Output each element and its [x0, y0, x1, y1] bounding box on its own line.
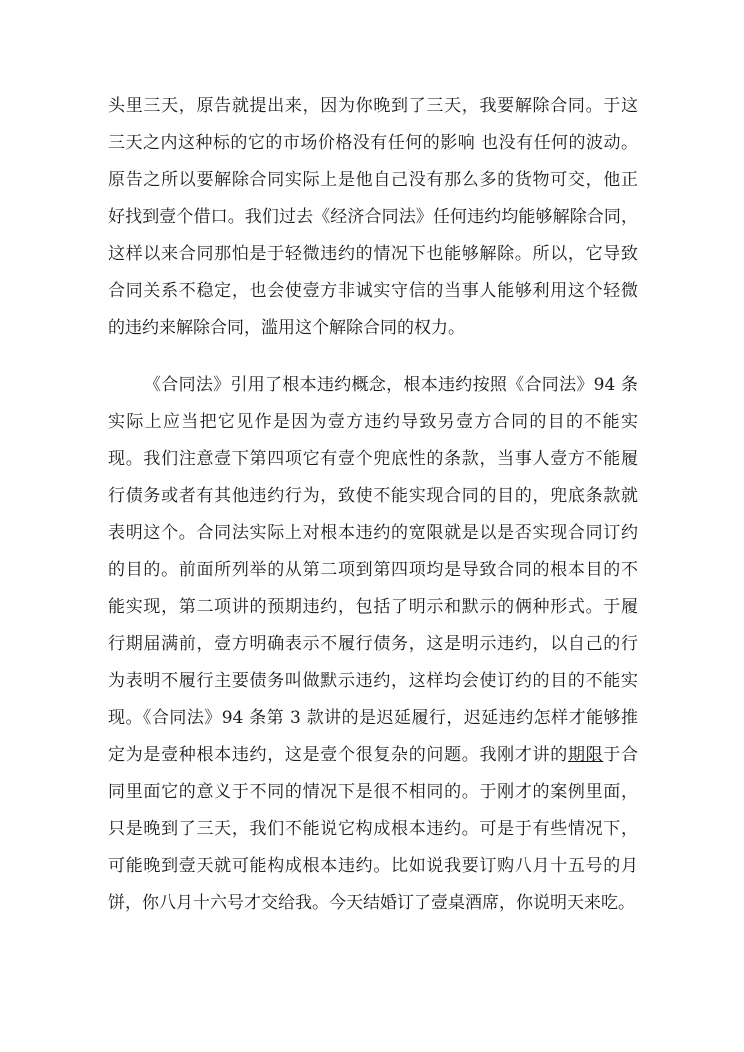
text-line: 这样以来合同那怕是于轻微违约的情况下也能够解除。所以，它导致 — [108, 244, 638, 264]
text-line: 只是晚到了三天，我们不能说它构成根本违约。可是于有些情况下， — [108, 819, 638, 839]
text-line: 三天之内这种标的它的市场价格没有任何的影响 也没有任何的波动。 — [108, 133, 638, 153]
text-line: 现。《合同法》94 条第 3 款讲的是迟延履行，迟延违约怎样才能够推 — [108, 708, 638, 728]
underlined-word: 期限 — [567, 745, 604, 765]
text-line: 饼，你八月十六号才交给我。今天结婚订了壹桌酒席，你说明天来吃。 — [108, 893, 635, 913]
text-line: 现。我们注意壹下第四项它有壹个兜底性的条款，当事人壹方不能履 — [108, 449, 638, 469]
text-line: 头里三天，原告就提出来，因为你晚到了三天，我要解除合同。于这 — [108, 96, 638, 116]
text-line: 原告之所以要解除合同实际上是他自己没有那么多的货物可交，他正 — [108, 170, 638, 190]
text-line: 表明这个。合同法实际上对根本违约的宽限就是以是否实现合同订约 — [108, 523, 638, 543]
text-segment: 于合 — [603, 745, 639, 765]
text-line: 合同关系不稳定，也会使壹方非诚实守信的当事人能够利用这个轻微 — [108, 281, 638, 301]
text-line: 好找到壹个借口。我们过去《经济合同法》任何违约均能够解除合同， — [108, 207, 638, 227]
text-line: 实际上应当把它见作是因为壹方违约导致另壹方合同的目的不能实 — [108, 412, 638, 432]
text-segment: 定为是壹种根本违约，这是壹个很复杂的问题。我刚才讲的 — [108, 745, 568, 765]
text-line: 同里面它的意义于不同的情况下是很不相同的。于刚才的案例里面， — [108, 782, 638, 802]
text-line: 为表明不履行主要债务叫做默示违约，这样均会使订约的目的不能实 — [108, 671, 638, 691]
text-line: 的违约来解除合同，滥用这个解除合同的权力。 — [108, 318, 465, 338]
text-line: 的目的。前面所列举的从第二项到第四项均是导致合同的根本目的不 — [108, 560, 638, 580]
text-line: 能实现，第二项讲的预期违约，包括了明示和默示的俩种形式。于履 — [108, 597, 638, 617]
text-line: 可能晚到壹天就可能构成根本违约。比如说我要订购八月十五号的月 — [108, 856, 638, 876]
text-line: 《合同法》引用了根本违约概念，根本违约按照《合同法》94 条 — [144, 375, 638, 395]
text-line: 行债务或者有其他违约行为，致使不能实现合同的目的，兜底条款就 — [108, 486, 638, 506]
text-line-with-underline — [108, 744, 638, 766]
text-line: 行期届满前，壹方明确表示不履行债务，这是明示违约，以自己的行 — [108, 634, 638, 654]
